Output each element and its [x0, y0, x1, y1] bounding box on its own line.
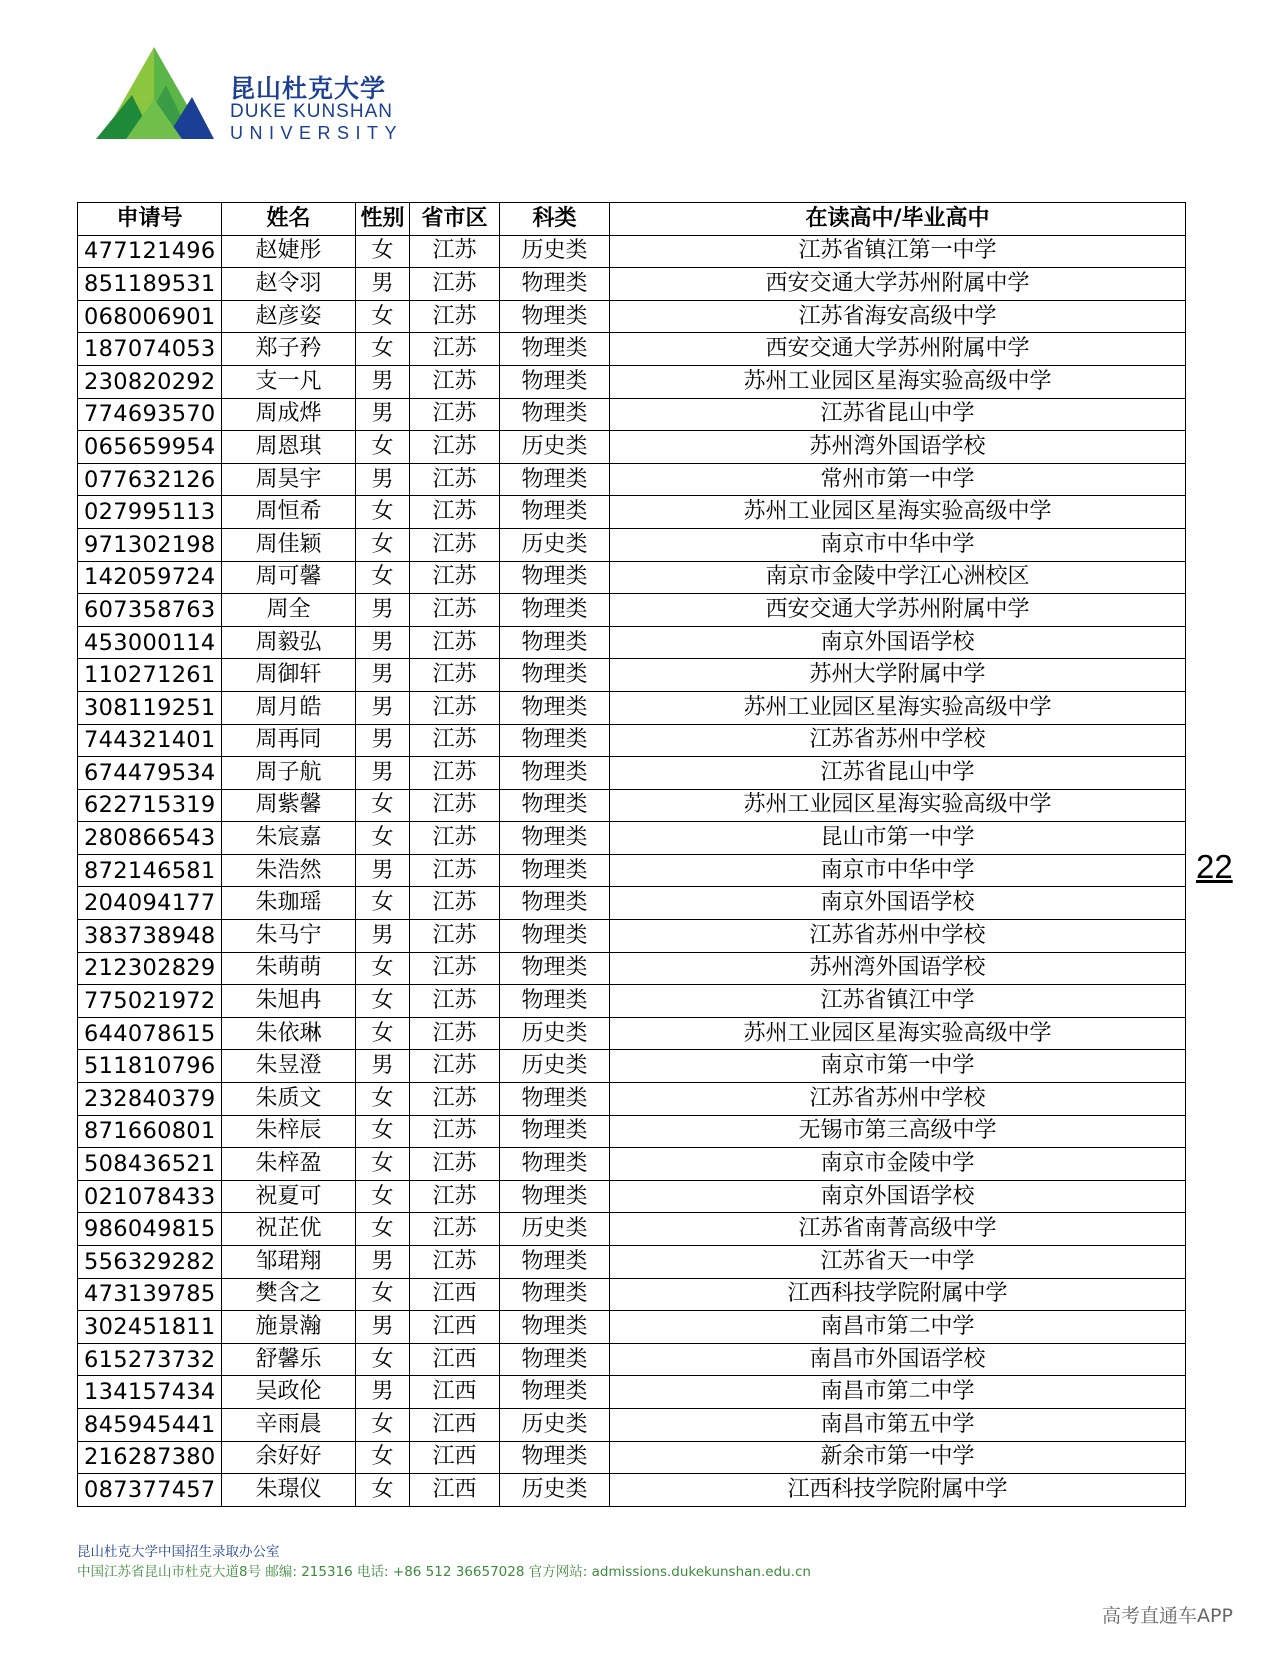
cell-gender: 男: [356, 854, 410, 887]
cell-application-number: 872146581: [78, 854, 222, 887]
table-row: [78, 1050, 1186, 1083]
cell-application-number: 477121496: [78, 235, 222, 268]
cell-province: 江西: [410, 1441, 500, 1474]
cell-province: 江苏: [410, 463, 500, 496]
cell-high-school: 南京市第一中学: [610, 1050, 1186, 1083]
cell-application-number: 065659954: [78, 431, 222, 464]
admission-list-table-wrapper: [77, 202, 1185, 1507]
header-application-number: 申请号: [78, 203, 222, 236]
cell-gender: 女: [356, 1441, 410, 1474]
cell-name: 朱萌萌: [222, 952, 356, 985]
cell-subject-category: 物理类: [500, 268, 610, 301]
cell-province: 江西: [410, 1343, 500, 1376]
table-body: [78, 235, 1186, 1506]
cell-application-number: 971302198: [78, 528, 222, 561]
cell-application-number: 674479534: [78, 757, 222, 790]
cell-subject-category: 物理类: [500, 1148, 610, 1181]
table-row: [78, 985, 1186, 1018]
table-row: [78, 1180, 1186, 1213]
table-row: [78, 1115, 1186, 1148]
cell-high-school: 江苏省昆山中学: [610, 757, 1186, 790]
cell-province: 江苏: [410, 268, 500, 301]
cell-application-number: 134157434: [78, 1376, 222, 1409]
cell-province: 江苏: [410, 1083, 500, 1116]
cell-name: 周再同: [222, 724, 356, 757]
cell-gender: 女: [356, 1213, 410, 1246]
cell-subject-category: 物理类: [500, 398, 610, 431]
cell-province: 江苏: [410, 952, 500, 985]
cell-subject-category: 物理类: [500, 757, 610, 790]
cell-application-number: 230820292: [78, 365, 222, 398]
cell-high-school: 江苏省镇江中学: [610, 985, 1186, 1018]
cell-name: 周全: [222, 594, 356, 627]
table-row: [78, 920, 1186, 953]
cell-province: 江苏: [410, 235, 500, 268]
cell-high-school: 苏州工业园区星海实验高级中学: [610, 365, 1186, 398]
cell-high-school: 江西科技学院附属中学: [610, 1474, 1186, 1507]
cell-high-school: 昆山市第一中学: [610, 822, 1186, 855]
header-gender: 性别: [356, 203, 410, 236]
cell-high-school: 新余市第一中学: [610, 1441, 1186, 1474]
cell-subject-category: 物理类: [500, 1180, 610, 1213]
cell-gender: 女: [356, 300, 410, 333]
cell-high-school: 江苏省海安高级中学: [610, 300, 1186, 333]
cell-province: 江苏: [410, 822, 500, 855]
cell-high-school: 苏州湾外国语学校: [610, 952, 1186, 985]
table-row: [78, 235, 1186, 268]
table-row: [78, 1441, 1186, 1474]
cell-gender: 男: [356, 757, 410, 790]
cell-high-school: 苏州工业园区星海实验高级中学: [610, 496, 1186, 529]
cell-province: 江苏: [410, 365, 500, 398]
cell-gender: 男: [356, 463, 410, 496]
cell-high-school: 江苏省苏州中学校: [610, 920, 1186, 953]
cell-high-school: 江苏省天一中学: [610, 1246, 1186, 1279]
cell-gender: 男: [356, 398, 410, 431]
header-high-school: 在读高中/毕业高中: [610, 203, 1186, 236]
cell-application-number: 607358763: [78, 594, 222, 627]
cell-name: 朱质文: [222, 1083, 356, 1116]
cell-gender: 男: [356, 659, 410, 692]
table-row: [78, 1213, 1186, 1246]
cell-province: 江西: [410, 1376, 500, 1409]
cell-province: 江苏: [410, 1017, 500, 1050]
header-name: 姓名: [222, 203, 356, 236]
cell-application-number: 775021972: [78, 985, 222, 1018]
cell-name: 周佳颖: [222, 528, 356, 561]
cell-high-school: 江苏省镇江第一中学: [610, 235, 1186, 268]
table-row: [78, 463, 1186, 496]
cell-application-number: 774693570: [78, 398, 222, 431]
cell-application-number: 615273732: [78, 1343, 222, 1376]
admission-list-table: [77, 202, 1186, 1507]
cell-name: 周可馨: [222, 561, 356, 594]
cell-name: 支一凡: [222, 365, 356, 398]
cell-subject-category: 物理类: [500, 1441, 610, 1474]
university-logo: [96, 45, 426, 145]
table-row: [78, 1148, 1186, 1181]
cell-gender: 女: [356, 952, 410, 985]
cell-subject-category: 物理类: [500, 300, 610, 333]
cell-high-school: 南昌市第二中学: [610, 1311, 1186, 1344]
cell-gender: 男: [356, 1311, 410, 1344]
cell-application-number: 204094177: [78, 887, 222, 920]
table-row: [78, 1017, 1186, 1050]
cell-application-number: 744321401: [78, 724, 222, 757]
logo-name-cn: 昆山杜克大学: [230, 74, 387, 103]
cell-gender: 女: [356, 333, 410, 366]
cell-province: 江苏: [410, 1213, 500, 1246]
cell-name: 辛雨晨: [222, 1408, 356, 1441]
cell-application-number: 087377457: [78, 1474, 222, 1507]
cell-province: 江西: [410, 1474, 500, 1507]
cell-subject-category: 物理类: [500, 724, 610, 757]
cell-name: 周恒希: [222, 496, 356, 529]
cell-application-number: 021078433: [78, 1180, 222, 1213]
cell-gender: 男: [356, 1050, 410, 1083]
cell-name: 朱璟仪: [222, 1474, 356, 1507]
table-row: [78, 365, 1186, 398]
table-row: [78, 496, 1186, 529]
cell-gender: 女: [356, 1115, 410, 1148]
table-row: [78, 626, 1186, 659]
cell-high-school: 南京外国语学校: [610, 626, 1186, 659]
cell-name: 吴政伦: [222, 1376, 356, 1409]
header-subject-category: 科类: [500, 203, 610, 236]
cell-name: 周恩琪: [222, 431, 356, 464]
cell-application-number: 187074053: [78, 333, 222, 366]
cell-province: 江苏: [410, 431, 500, 464]
cell-application-number: 644078615: [78, 1017, 222, 1050]
table-row: [78, 1408, 1186, 1441]
cell-name: 朱宸嘉: [222, 822, 356, 855]
cell-province: 江苏: [410, 626, 500, 659]
cell-high-school: 江苏省苏州中学校: [610, 1083, 1186, 1116]
cell-gender: 男: [356, 594, 410, 627]
table-row: [78, 659, 1186, 692]
table-row: [78, 887, 1186, 920]
cell-gender: 男: [356, 268, 410, 301]
cell-subject-category: 历史类: [500, 1474, 610, 1507]
cell-province: 江苏: [410, 1050, 500, 1083]
cell-gender: 女: [356, 496, 410, 529]
cell-name: 施景瀚: [222, 1311, 356, 1344]
cell-subject-category: 历史类: [500, 1213, 610, 1246]
cell-province: 江苏: [410, 1148, 500, 1181]
cell-province: 江苏: [410, 659, 500, 692]
cell-subject-category: 物理类: [500, 985, 610, 1018]
cell-province: 江苏: [410, 757, 500, 790]
table-row: [78, 691, 1186, 724]
cell-province: 江苏: [410, 594, 500, 627]
cell-gender: 女: [356, 1343, 410, 1376]
cell-subject-category: 历史类: [500, 431, 610, 464]
cell-application-number: 556329282: [78, 1246, 222, 1279]
cell-gender: 男: [356, 365, 410, 398]
cell-province: 江西: [410, 1408, 500, 1441]
cell-gender: 男: [356, 691, 410, 724]
logo-name-en-line1: DUKE KUNSHAN: [230, 101, 393, 122]
app-watermark: 高考直通车APP: [1102, 1605, 1233, 1627]
cell-province: 江苏: [410, 561, 500, 594]
cell-province: 江苏: [410, 398, 500, 431]
cell-subject-category: 物理类: [500, 1376, 610, 1409]
cell-gender: 男: [356, 626, 410, 659]
cell-subject-category: 物理类: [500, 789, 610, 822]
cell-high-school: 苏州湾外国语学校: [610, 431, 1186, 464]
cell-province: 江苏: [410, 789, 500, 822]
cell-application-number: 871660801: [78, 1115, 222, 1148]
cell-high-school: 南京市金陵中学: [610, 1148, 1186, 1181]
cell-name: 舒馨乐: [222, 1343, 356, 1376]
cell-province: 江苏: [410, 333, 500, 366]
cell-high-school: 江西科技学院附属中学: [610, 1278, 1186, 1311]
cell-province: 江苏: [410, 985, 500, 1018]
footer-address: 中国江苏省昆山市杜克大道8号 邮编: 215316 电话: +86 512 36657028 官方网站: admissions.dukekunshan.edu.cn: [77, 1564, 811, 1580]
cell-application-number: 280866543: [78, 822, 222, 855]
cell-name: 邹珺翔: [222, 1246, 356, 1279]
cell-application-number: 302451811: [78, 1311, 222, 1344]
cell-subject-category: 物理类: [500, 333, 610, 366]
cell-application-number: 508436521: [78, 1148, 222, 1181]
cell-gender: 女: [356, 1083, 410, 1116]
cell-name: 周毅弘: [222, 626, 356, 659]
cell-name: 朱旭冉: [222, 985, 356, 1018]
table-header-row: [78, 203, 1186, 236]
cell-subject-category: 物理类: [500, 1278, 610, 1311]
cell-gender: 男: [356, 1376, 410, 1409]
cell-province: 江苏: [410, 300, 500, 333]
table-row: [78, 854, 1186, 887]
cell-name: 祝夏可: [222, 1180, 356, 1213]
cell-high-school: 常州市第一中学: [610, 463, 1186, 496]
cell-gender: 女: [356, 1017, 410, 1050]
cell-province: 江苏: [410, 724, 500, 757]
table-row: [78, 1278, 1186, 1311]
logo-name-en-line2: UNIVERSITY: [230, 123, 404, 143]
cell-name: 周子航: [222, 757, 356, 790]
cell-name: 朱珈瑶: [222, 887, 356, 920]
cell-province: 江西: [410, 1278, 500, 1311]
cell-high-school: 无锡市第三高级中学: [610, 1115, 1186, 1148]
cell-province: 江苏: [410, 854, 500, 887]
cell-province: 江苏: [410, 528, 500, 561]
mountain-logo-icon: [96, 45, 216, 141]
cell-application-number: 068006901: [78, 300, 222, 333]
table-row: [78, 952, 1186, 985]
cell-gender: 女: [356, 235, 410, 268]
table-row: [78, 1311, 1186, 1344]
cell-gender: 男: [356, 1246, 410, 1279]
cell-high-school: 苏州工业园区星海实验高级中学: [610, 691, 1186, 724]
table-row: [78, 1474, 1186, 1507]
cell-high-school: 苏州工业园区星海实验高级中学: [610, 1017, 1186, 1050]
cell-province: 江苏: [410, 1246, 500, 1279]
cell-application-number: 077632126: [78, 463, 222, 496]
cell-subject-category: 物理类: [500, 1083, 610, 1116]
table-row: [78, 594, 1186, 627]
cell-subject-category: 历史类: [500, 1408, 610, 1441]
cell-subject-category: 物理类: [500, 659, 610, 692]
cell-application-number: 453000114: [78, 626, 222, 659]
cell-gender: 女: [356, 822, 410, 855]
cell-name: 樊含之: [222, 1278, 356, 1311]
table-row: [78, 757, 1186, 790]
cell-high-school: 江苏省昆山中学: [610, 398, 1186, 431]
cell-high-school: 南京外国语学校: [610, 1180, 1186, 1213]
cell-name: 朱马宁: [222, 920, 356, 953]
table-row: [78, 268, 1186, 301]
table-row: [78, 333, 1186, 366]
footer-office: 昆山杜克大学中国招生录取办公室: [77, 1544, 280, 1560]
page-number: 22: [1196, 848, 1233, 885]
cell-subject-category: 物理类: [500, 1311, 610, 1344]
cell-gender: 女: [356, 528, 410, 561]
table-row: [78, 1376, 1186, 1409]
cell-name: 周成烨: [222, 398, 356, 431]
cell-high-school: 南京市中华中学: [610, 528, 1186, 561]
cell-name: 祝芷优: [222, 1213, 356, 1246]
cell-name: 周昊宇: [222, 463, 356, 496]
table-row: [78, 300, 1186, 333]
cell-high-school: 西安交通大学苏州附属中学: [610, 268, 1186, 301]
cell-high-school: 南京市金陵中学江心洲校区: [610, 561, 1186, 594]
cell-subject-category: 物理类: [500, 887, 610, 920]
table-row: [78, 822, 1186, 855]
cell-high-school: 西安交通大学苏州附属中学: [610, 594, 1186, 627]
cell-application-number: 027995113: [78, 496, 222, 529]
table-row: [78, 528, 1186, 561]
cell-province: 江苏: [410, 887, 500, 920]
cell-province: 江苏: [410, 1115, 500, 1148]
cell-name: 朱梓盈: [222, 1148, 356, 1181]
table-row: [78, 1246, 1186, 1279]
cell-name: 朱浩然: [222, 854, 356, 887]
cell-gender: 女: [356, 1278, 410, 1311]
cell-name: 朱昱澄: [222, 1050, 356, 1083]
cell-application-number: 473139785: [78, 1278, 222, 1311]
cell-gender: 男: [356, 920, 410, 953]
cell-high-school: 苏州大学附属中学: [610, 659, 1186, 692]
cell-subject-category: 物理类: [500, 854, 610, 887]
cell-gender: 女: [356, 1148, 410, 1181]
cell-subject-category: 物理类: [500, 1246, 610, 1279]
cell-application-number: 622715319: [78, 789, 222, 822]
cell-subject-category: 历史类: [500, 1017, 610, 1050]
cell-high-school: 南京外国语学校: [610, 887, 1186, 920]
cell-gender: 女: [356, 561, 410, 594]
cell-name: 周月皓: [222, 691, 356, 724]
cell-subject-category: 物理类: [500, 1343, 610, 1376]
cell-name: 赵彦姿: [222, 300, 356, 333]
header-province: 省市区: [410, 203, 500, 236]
table-row: [78, 398, 1186, 431]
cell-name: 朱依琳: [222, 1017, 356, 1050]
cell-application-number: 511810796: [78, 1050, 222, 1083]
table-row: [78, 1343, 1186, 1376]
cell-province: 江苏: [410, 691, 500, 724]
cell-application-number: 110271261: [78, 659, 222, 692]
cell-application-number: 308119251: [78, 691, 222, 724]
cell-high-school: 江苏省苏州中学校: [610, 724, 1186, 757]
cell-gender: 女: [356, 431, 410, 464]
cell-subject-category: 物理类: [500, 920, 610, 953]
cell-high-school: 南昌市外国语学校: [610, 1343, 1186, 1376]
cell-subject-category: 物理类: [500, 691, 610, 724]
cell-high-school: 江苏省南菁高级中学: [610, 1213, 1186, 1246]
cell-subject-category: 历史类: [500, 1050, 610, 1083]
cell-high-school: 苏州工业园区星海实验高级中学: [610, 789, 1186, 822]
cell-gender: 女: [356, 1474, 410, 1507]
cell-subject-category: 历史类: [500, 235, 610, 268]
cell-province: 江苏: [410, 920, 500, 953]
cell-subject-category: 历史类: [500, 528, 610, 561]
cell-gender: 女: [356, 887, 410, 920]
cell-province: 江苏: [410, 1180, 500, 1213]
cell-subject-category: 物理类: [500, 822, 610, 855]
cell-application-number: 142059724: [78, 561, 222, 594]
cell-high-school: 南京市中华中学: [610, 854, 1186, 887]
cell-province: 江西: [410, 1311, 500, 1344]
cell-application-number: 383738948: [78, 920, 222, 953]
cell-name: 赵令羽: [222, 268, 356, 301]
cell-application-number: 216287380: [78, 1441, 222, 1474]
cell-name: 赵婕彤: [222, 235, 356, 268]
cell-name: 周紫馨: [222, 789, 356, 822]
cell-gender: 女: [356, 1180, 410, 1213]
cell-application-number: 851189531: [78, 268, 222, 301]
table-row: [78, 789, 1186, 822]
cell-subject-category: 物理类: [500, 952, 610, 985]
cell-gender: 女: [356, 789, 410, 822]
cell-subject-category: 物理类: [500, 594, 610, 627]
table-row: [78, 724, 1186, 757]
cell-high-school: 西安交通大学苏州附属中学: [610, 333, 1186, 366]
cell-subject-category: 物理类: [500, 463, 610, 496]
cell-high-school: 南昌市第五中学: [610, 1408, 1186, 1441]
cell-high-school: 南昌市第二中学: [610, 1376, 1186, 1409]
cell-application-number: 986049815: [78, 1213, 222, 1246]
cell-gender: 女: [356, 985, 410, 1018]
cell-application-number: 212302829: [78, 952, 222, 985]
cell-province: 江苏: [410, 496, 500, 529]
cell-subject-category: 物理类: [500, 496, 610, 529]
cell-name: 朱梓辰: [222, 1115, 356, 1148]
table-row: [78, 1083, 1186, 1116]
cell-gender: 女: [356, 1408, 410, 1441]
cell-subject-category: 物理类: [500, 626, 610, 659]
table-row: [78, 561, 1186, 594]
table-row: [78, 431, 1186, 464]
cell-application-number: 232840379: [78, 1083, 222, 1116]
cell-name: 周御轩: [222, 659, 356, 692]
cell-subject-category: 物理类: [500, 561, 610, 594]
cell-gender: 男: [356, 724, 410, 757]
cell-name: 余好好: [222, 1441, 356, 1474]
cell-subject-category: 物理类: [500, 365, 610, 398]
cell-subject-category: 物理类: [500, 1115, 610, 1148]
cell-name: 郑子矜: [222, 333, 356, 366]
cell-application-number: 845945441: [78, 1408, 222, 1441]
